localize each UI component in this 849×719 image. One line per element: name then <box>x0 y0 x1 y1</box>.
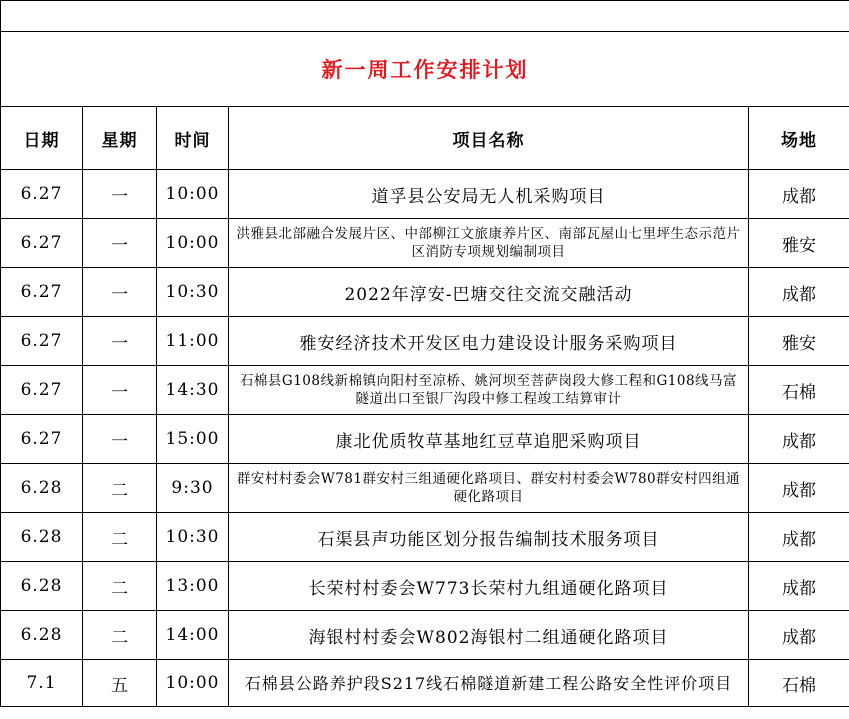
cell-weekday: 二 <box>83 513 157 562</box>
cell-time: 10:00 <box>157 219 229 268</box>
cell-weekday: 一 <box>83 268 157 317</box>
table-row <box>1 562 849 611</box>
table-row <box>1 366 849 415</box>
cell-project: 海银村村委会W802海银村二组通硬化路项目 <box>229 611 749 660</box>
cell-project: 2022年淳安-巴塘交往交流交融活动 <box>229 268 749 317</box>
cell-weekday: 一 <box>83 415 157 464</box>
cell-time: 10:00 <box>157 170 229 219</box>
cell-date: 6.27 <box>1 170 83 219</box>
header-weekday: 星期 <box>83 107 157 170</box>
table-row <box>1 611 849 660</box>
table-row <box>1 170 849 219</box>
cell-weekday: 一 <box>83 366 157 415</box>
cell-weekday: 一 <box>83 170 157 219</box>
cell-venue: 成都 <box>749 464 849 513</box>
cell-venue: 成都 <box>749 562 849 611</box>
cell-time: 13:00 <box>157 562 229 611</box>
cell-date: 6.27 <box>1 415 83 464</box>
cell-weekday: 二 <box>83 464 157 513</box>
title-row <box>1 32 849 107</box>
blank-cell <box>1 1 849 32</box>
header-venue: 场地 <box>749 107 849 170</box>
table-row <box>1 660 849 707</box>
cell-venue: 成都 <box>749 268 849 317</box>
cell-project: 群安村村委会W781群安村三组通硬化路项目、群安村村委会W780群安村四组通硬化路项目 <box>229 464 749 513</box>
cell-project: 石渠县声功能区划分报告编制技术服务项目 <box>229 513 749 562</box>
cell-date: 6.27 <box>1 268 83 317</box>
cell-weekday: 五 <box>83 660 157 707</box>
cell-date: 6.27 <box>1 219 83 268</box>
header-row <box>1 107 849 170</box>
header-project: 项目名称 <box>229 107 749 170</box>
cell-venue: 雅安 <box>749 317 849 366</box>
cell-time: 10:30 <box>157 513 229 562</box>
cell-venue: 成都 <box>749 513 849 562</box>
table-row <box>1 513 849 562</box>
cell-date: 7.1 <box>1 660 83 707</box>
cell-time: 9:30 <box>157 464 229 513</box>
table-row <box>1 317 849 366</box>
cell-time: 10:00 <box>157 660 229 707</box>
cell-time: 14:30 <box>157 366 229 415</box>
header-date: 日期 <box>1 107 83 170</box>
table-row <box>1 268 849 317</box>
cell-date: 6.27 <box>1 317 83 366</box>
cell-venue: 石棉 <box>749 660 849 707</box>
cell-venue: 成都 <box>749 415 849 464</box>
cell-weekday: 二 <box>83 562 157 611</box>
cell-weekday: 二 <box>83 611 157 660</box>
cell-time: 10:30 <box>157 268 229 317</box>
cell-project: 石棉县公路养护段S217线石棉隧道新建工程公路安全性评价项目 <box>229 660 749 707</box>
cell-project: 石棉县G108线新棉镇向阳村至凉桥、姚河坝至菩萨岗段大修工程和G108线马富隧道出口至银厂沟段中修工程竣工结算审计 <box>229 366 749 415</box>
cell-date: 6.28 <box>1 611 83 660</box>
cell-project: 雅安经济技术开发区电力建设设计服务采购项目 <box>229 317 749 366</box>
cell-project: 洪雅县北部融合发展片区、中部柳江文旅康养片区、南部瓦屋山七里坪生态示范片区消防专项规划编制项目 <box>229 219 749 268</box>
cell-date: 6.28 <box>1 513 83 562</box>
cell-venue: 雅安 <box>749 219 849 268</box>
header-time: 时间 <box>157 107 229 170</box>
cell-time: 11:00 <box>157 317 229 366</box>
cell-date: 6.28 <box>1 562 83 611</box>
table-row <box>1 464 849 513</box>
page-title: 新一周工作安排计划 <box>1 32 849 107</box>
cell-venue: 石棉 <box>749 366 849 415</box>
table-row <box>1 219 849 268</box>
cell-date: 6.27 <box>1 366 83 415</box>
cell-time: 15:00 <box>157 415 229 464</box>
cell-weekday: 一 <box>83 317 157 366</box>
cell-weekday: 一 <box>83 219 157 268</box>
cell-date: 6.28 <box>1 464 83 513</box>
cell-time: 14:00 <box>157 611 229 660</box>
cell-venue: 成都 <box>749 611 849 660</box>
table-row <box>1 415 849 464</box>
cell-venue: 成都 <box>749 170 849 219</box>
cell-project: 康北优质牧草基地红豆草追肥采购项目 <box>229 415 749 464</box>
blank-top-row <box>1 1 849 32</box>
cell-project: 道孚县公安局无人机采购项目 <box>229 170 749 219</box>
cell-project: 长荣村村委会W773长荣村九组通硬化路项目 <box>229 562 749 611</box>
